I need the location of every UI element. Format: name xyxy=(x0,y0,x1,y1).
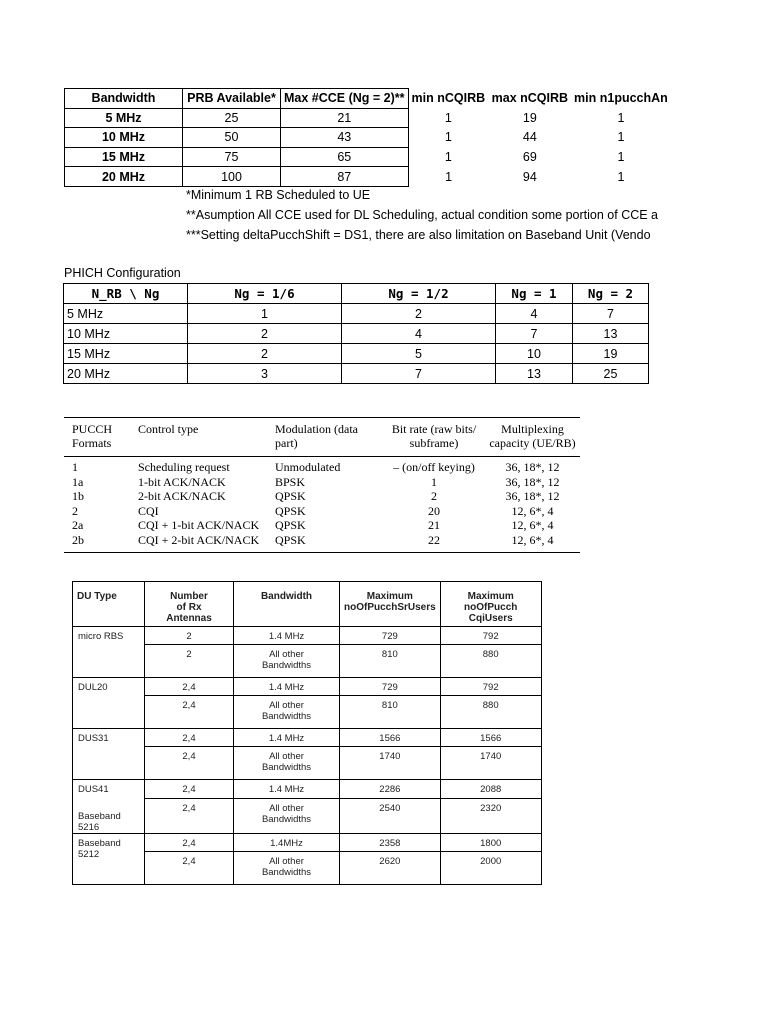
table-cell: 1 xyxy=(617,130,625,145)
table-cell: 20 MHz xyxy=(65,167,183,187)
table-cell: 19 xyxy=(522,110,537,125)
column-header: min nCQIRB xyxy=(411,91,486,106)
column-header: PUCCH Formats xyxy=(72,422,113,450)
du-type-cell xyxy=(73,678,145,729)
table-row xyxy=(65,108,671,128)
table-cell: 7 xyxy=(573,304,649,324)
table-cell: 2 xyxy=(72,503,78,518)
table-cell: 87 xyxy=(281,167,409,187)
table-row xyxy=(64,533,580,548)
table-cell: 1-bit ACK/NACK xyxy=(138,474,226,489)
footnote: **Asumption All CCE used for DL Scheduling, actual condition some portion of CCE a xyxy=(186,208,659,222)
table-cell: 4 xyxy=(342,324,496,344)
table-cell: 810 xyxy=(340,696,441,729)
table-cell: 2a xyxy=(72,518,84,533)
table-cell: 1740 xyxy=(440,747,541,780)
table-cell: 1800 xyxy=(440,834,541,852)
table-row xyxy=(73,780,542,799)
column-header: Control type xyxy=(138,422,199,436)
phich-table xyxy=(63,283,649,384)
table-cell: 2,4 xyxy=(145,678,234,696)
table-cell: 1 xyxy=(617,169,625,184)
table-cell: 100 xyxy=(183,167,281,187)
table-cell: 2620 xyxy=(340,852,441,885)
table-cell: Unmodulated xyxy=(275,460,341,474)
table-cell: 43 xyxy=(281,128,409,148)
column-header: PRB Available* xyxy=(183,89,281,109)
column-header: Number of Rx Antennas xyxy=(145,582,234,627)
column-header: max nCQIRB xyxy=(491,91,569,106)
du-type-name: Baseband 5216 xyxy=(78,811,121,833)
table-cell: 2,4 xyxy=(145,780,234,799)
table-cell: CQI + 1-bit ACK/NACK xyxy=(138,518,260,533)
table-cell: 25 xyxy=(573,364,649,384)
table-cell: 2540 xyxy=(340,799,441,834)
table-row xyxy=(65,128,671,148)
column-header: Max #CCE (Ng = 2)** xyxy=(281,89,409,109)
table-cell: 1566 xyxy=(440,729,541,747)
table-cell: 20 xyxy=(428,503,440,518)
column-header: N_RB \ Ng xyxy=(64,284,188,304)
table-cell: Scheduling request xyxy=(138,460,230,474)
column-header: min n1pucchAn xyxy=(574,91,668,106)
table-header-row xyxy=(65,89,671,109)
table-row xyxy=(73,678,542,696)
column-header: Multiplexing capacity (UE/RB) xyxy=(489,422,576,450)
table-cell: 13 xyxy=(496,364,573,384)
table-cell: QPSK xyxy=(275,503,306,518)
table-header-row xyxy=(64,418,580,456)
table-cell: 1 xyxy=(444,130,452,145)
table-row xyxy=(65,167,671,187)
table-cell: 94 xyxy=(522,169,537,184)
table-cell: All other Bandwidths xyxy=(234,799,340,834)
table-row xyxy=(73,729,542,747)
table-cell: 44 xyxy=(522,130,537,145)
table-cell: 36, 18*, 12 xyxy=(505,460,560,474)
table-row xyxy=(64,504,580,519)
table-cell: 1 xyxy=(188,304,342,324)
table-cell: 5 MHz xyxy=(64,304,188,324)
table-cell: 2b xyxy=(72,532,84,547)
table-cell: 5 MHz xyxy=(65,108,183,128)
table-cell: 1 xyxy=(617,110,625,125)
du-type-table xyxy=(72,581,542,885)
column-header: Ng = 1 xyxy=(496,284,573,304)
table-cell: 22 xyxy=(428,532,440,547)
table-row xyxy=(64,324,649,344)
table-cell: All other Bandwidths xyxy=(234,696,340,729)
table-cell: 7 xyxy=(342,364,496,384)
du-type-name: DUL20 xyxy=(78,682,108,693)
table-cell: All other Bandwidths xyxy=(234,747,340,780)
table-cell: 2,4 xyxy=(145,729,234,747)
table-row xyxy=(64,518,580,533)
table-cell: 1740 xyxy=(340,747,441,780)
table-cell: 1 xyxy=(72,460,78,474)
table-cell: 25 xyxy=(183,108,281,128)
table-cell: 19 xyxy=(573,344,649,364)
table-cell: 75 xyxy=(183,147,281,167)
table-row xyxy=(64,344,649,364)
table-cell: 1.4MHz xyxy=(234,834,340,852)
table-cell: 12, 6*, 4 xyxy=(511,532,554,547)
du-type-name: micro RBS xyxy=(78,631,124,642)
du-type-cell xyxy=(73,834,145,885)
table-cell: 13 xyxy=(573,324,649,344)
table-cell: 2000 xyxy=(440,852,541,885)
table-cell: 36, 18*, 12 xyxy=(505,474,560,489)
section-title: PHICH Configuration xyxy=(64,266,181,280)
table-cell: 792 xyxy=(440,678,541,696)
table-cell: 810 xyxy=(340,645,441,678)
table-cell: QPSK xyxy=(275,518,306,533)
table-cell: 21 xyxy=(281,108,409,128)
column-header: Ng = 1/6 xyxy=(188,284,342,304)
table-cell: QPSK xyxy=(275,532,306,547)
table-cell: 2 xyxy=(145,627,234,645)
footnote: ***Setting deltaPucchShift = DS1, there are also limitation on Baseband Unit (Vendo xyxy=(186,228,651,242)
table-cell: All other Bandwidths xyxy=(234,852,340,885)
table-cell: 2,4 xyxy=(145,799,234,834)
du-type-cell xyxy=(73,729,145,780)
table-cell: 729 xyxy=(340,678,441,696)
table-row xyxy=(73,627,542,645)
table-cell: 12, 6*, 4 xyxy=(511,503,554,518)
table-cell: 880 xyxy=(440,645,541,678)
table-cell: 2358 xyxy=(340,834,441,852)
column-header: DU Type xyxy=(73,582,145,627)
table-cell: 1 xyxy=(617,150,625,165)
table-header-row xyxy=(64,284,649,304)
table-cell: 15 MHz xyxy=(64,344,188,364)
table-cell: BPSK xyxy=(275,474,306,489)
column-header: Maximum noOfPucch CqiUsers xyxy=(440,582,541,627)
table-cell: 2 xyxy=(188,344,342,364)
du-type-cell xyxy=(73,627,145,678)
table-cell: 3 xyxy=(188,364,342,384)
prb-cce-table xyxy=(64,88,671,187)
table-rule xyxy=(64,552,580,553)
pucch-formats-table xyxy=(64,418,580,548)
table-row xyxy=(73,834,542,852)
table-row xyxy=(64,304,649,324)
table-cell: 65 xyxy=(281,147,409,167)
table-cell: 15 MHz xyxy=(65,147,183,167)
table-cell: 880 xyxy=(440,696,541,729)
table-cell: 36, 18*, 12 xyxy=(505,489,560,504)
table-cell: 792 xyxy=(440,627,541,645)
table-cell: – (on/off keying) xyxy=(393,460,475,474)
column-header: Bit rate (raw bits/ subframe) xyxy=(391,422,477,450)
table-cell: 69 xyxy=(522,150,537,165)
table-cell: 1 xyxy=(444,110,452,125)
table-cell: CQI xyxy=(138,503,159,518)
table-cell: 2 xyxy=(188,324,342,344)
table-cell: 2-bit ACK/NACK xyxy=(138,489,226,504)
table-cell: 4 xyxy=(496,304,573,324)
column-header: Bandwidth xyxy=(65,89,183,109)
column-header: Modulation (data part) xyxy=(275,422,358,450)
table-row xyxy=(64,489,580,504)
table-cell: 1b xyxy=(72,489,84,504)
table-cell: CQI + 2-bit ACK/NACK xyxy=(138,532,260,547)
table-cell: 1.4 MHz xyxy=(234,729,340,747)
table-cell: 1 xyxy=(444,150,452,165)
du-type-name: Baseband 5212 xyxy=(78,838,121,860)
table-row xyxy=(64,475,580,490)
du-type-cell xyxy=(73,780,145,834)
table-cell: 2,4 xyxy=(145,834,234,852)
table-cell: 2,4 xyxy=(145,696,234,729)
table-cell: 10 MHz xyxy=(64,324,188,344)
column-header: Ng = 2 xyxy=(573,284,649,304)
table-cell: 1.4 MHz xyxy=(234,678,340,696)
table-cell: 20 MHz xyxy=(64,364,188,384)
table-cell: 50 xyxy=(183,128,281,148)
column-header: Maximum noOfPucchSrUsers xyxy=(340,582,441,627)
table-cell: 1 xyxy=(431,474,437,489)
table-cell: 1.4 MHz xyxy=(234,780,340,799)
table-cell: 2 xyxy=(145,645,234,678)
table-header-row xyxy=(73,582,542,627)
table-cell: 7 xyxy=(496,324,573,344)
table-cell: 5 xyxy=(342,344,496,364)
table-cell: 12, 6*, 4 xyxy=(511,518,554,533)
table-cell: 2,4 xyxy=(145,852,234,885)
table-cell: 1a xyxy=(72,474,84,489)
table-row xyxy=(64,364,649,384)
table-cell: 2320 xyxy=(440,799,541,834)
table-cell: 1566 xyxy=(340,729,441,747)
table-cell: 2,4 xyxy=(145,747,234,780)
footnote: *Minimum 1 RB Scheduled to UE xyxy=(186,188,371,202)
table-cell: 2 xyxy=(431,489,437,504)
column-header: Bandwidth xyxy=(234,582,340,627)
table-cell: 21 xyxy=(428,518,440,533)
table-cell: 1.4 MHz xyxy=(234,627,340,645)
table-cell: 2286 xyxy=(340,780,441,799)
table-cell: 2 xyxy=(342,304,496,324)
table-cell: All other Bandwidths xyxy=(234,645,340,678)
table-cell: 729 xyxy=(340,627,441,645)
table-cell: 10 xyxy=(496,344,573,364)
table-cell: QPSK xyxy=(275,489,306,504)
table-cell: 1 xyxy=(445,169,453,184)
table-cell: 10 MHz xyxy=(65,128,183,148)
table-cell: 2088 xyxy=(440,780,541,799)
table-row xyxy=(65,147,671,167)
column-header: Ng = 1/2 xyxy=(342,284,496,304)
du-type-name: DUS41 xyxy=(78,784,109,795)
du-type-name: DUS31 xyxy=(78,733,109,744)
table-row xyxy=(64,456,580,475)
